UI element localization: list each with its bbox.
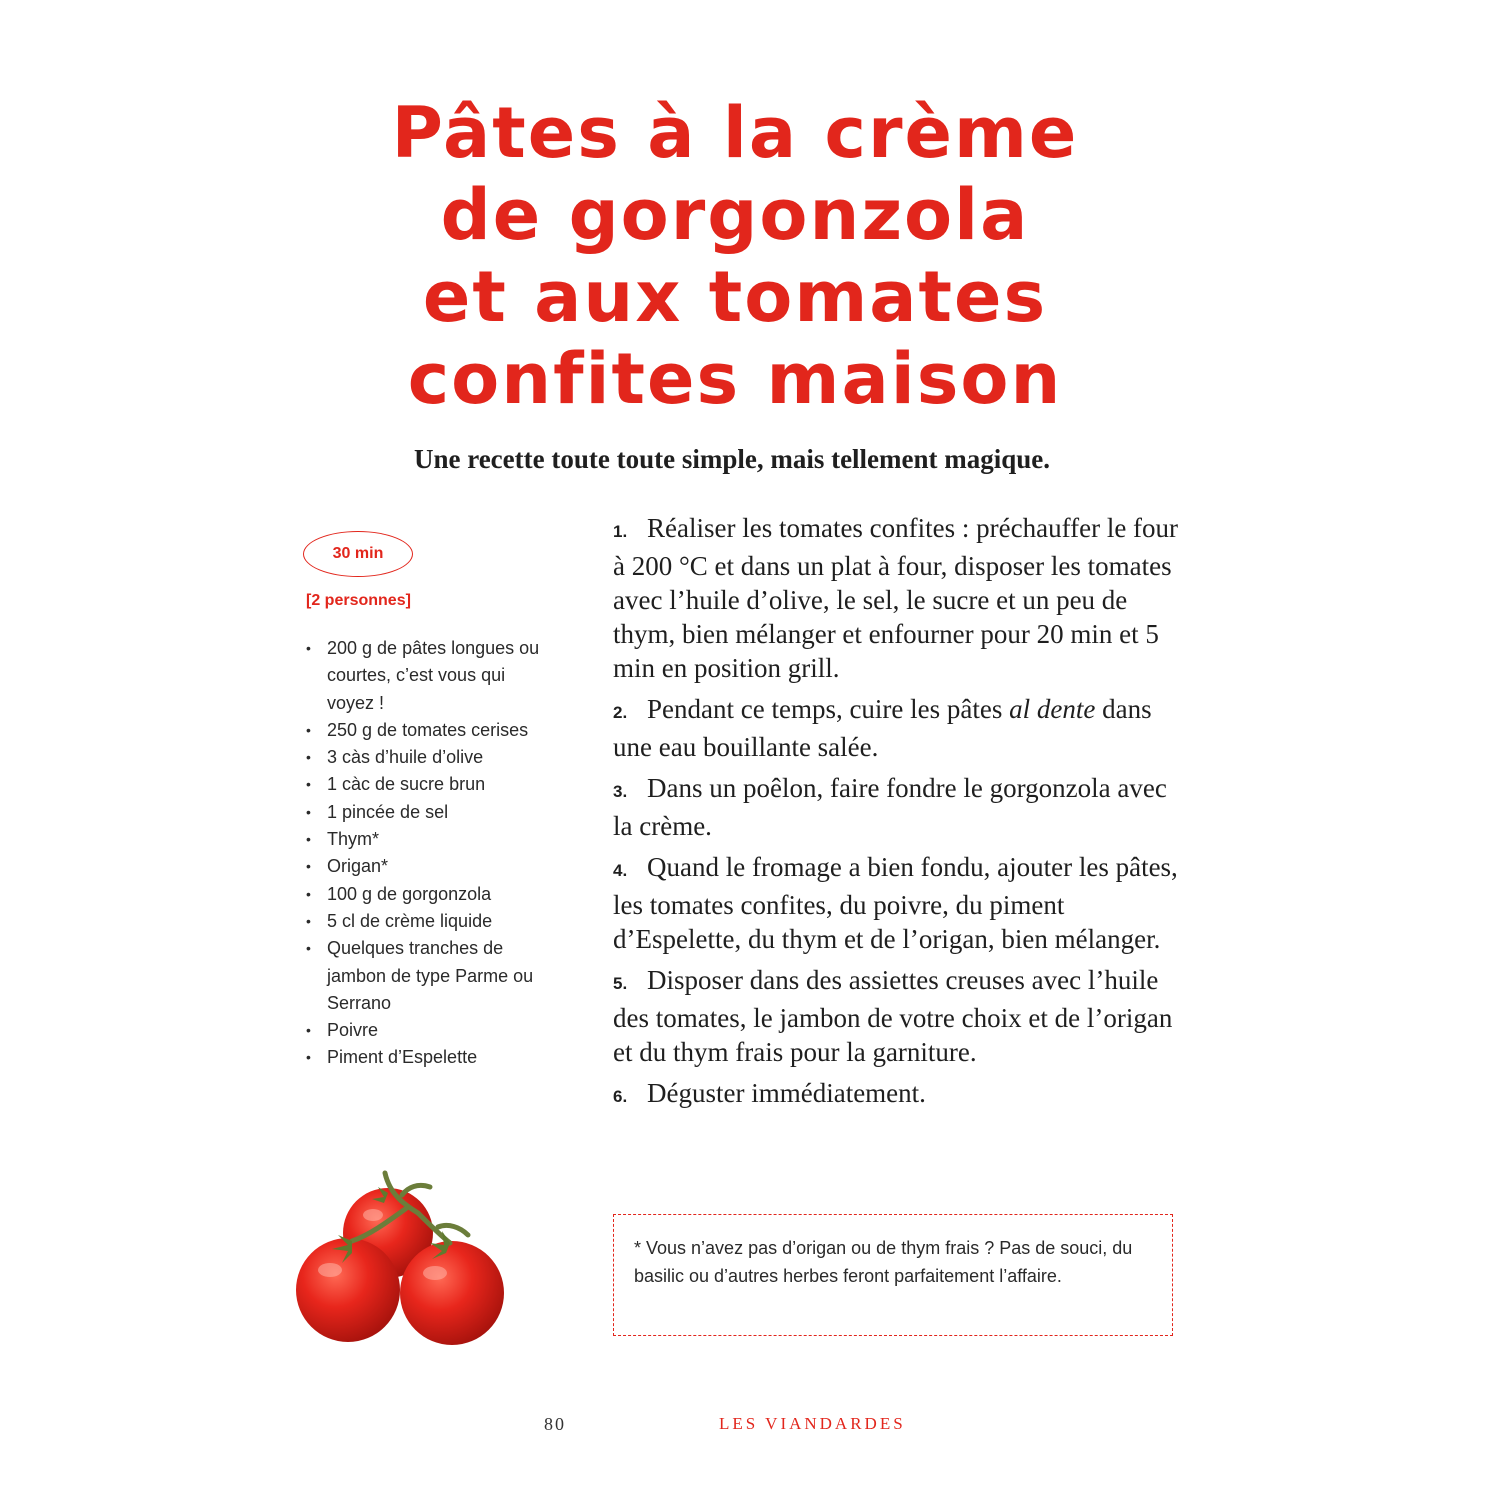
bullet-icon: •: [306, 858, 311, 875]
footnote-text: * Vous n’avez pas d’origan ou de thym frais ? Pas de souci, du basilic ou d’autres herbes feront parfaitement l’affaire.: [634, 1238, 1133, 1286]
tomato-highlight: [363, 1209, 383, 1221]
ingredient-item: • Poivre: [306, 1017, 556, 1044]
page-number: 80: [544, 1414, 566, 1434]
step-list: [613, 511, 1183, 1121]
ingredient-item: • 250 g de tomates cerises: [306, 717, 556, 744]
bullet-icon: •: [306, 1022, 311, 1039]
step-text: Disposer dans des assiettes creuses avec l’huile des tomates, le jambon de votre choix et de l’origan et du thym frais pour la garniture.: [613, 965, 1173, 1067]
servings-label: [2 personnes]: [306, 592, 411, 609]
step-number: 5.: [613, 974, 628, 993]
bullet-icon: •: [306, 776, 311, 793]
step-number: 4.: [613, 861, 628, 880]
ingredient-item: • Thym*: [306, 826, 556, 853]
bullet-icon: •: [306, 831, 311, 848]
title-line: confites maison: [407, 338, 1063, 420]
recipe-subtitle: Une recette toute toute simple, mais tellement magique.: [413, 444, 1051, 474]
prep-time-label: 30 min: [332, 545, 384, 562]
recipe-title: [330, 92, 1140, 420]
tomato-highlight: [423, 1266, 447, 1280]
step-item: [613, 692, 1183, 764]
step-number: 2.: [613, 703, 628, 722]
ingredient-item: • 200 g de pâtes longues ou courtes, c’est vous qui voyez !: [306, 635, 556, 717]
step-text: Quand le fromage a bien fondu, ajouter les pâtes, les tomates confites, du poivre, du piment d’Espelette, du thym et de l’origan, bien mélanger.: [613, 852, 1178, 954]
ingredient-item: • Quelques tranches de jambon de type Parme ou Serrano: [306, 935, 556, 1017]
step-text: Dans un poêlon, faire fondre le gorgonzola avec la crème.: [613, 773, 1167, 841]
bullet-icon: •: [306, 912, 311, 929]
step-text-italic: al dente: [1009, 694, 1096, 724]
bullet-icon: •: [306, 803, 311, 820]
tomato-highlight: [318, 1263, 342, 1277]
ingredient-item: • Origan*: [306, 853, 556, 880]
ingredient-item: • 1 pincée de sel: [306, 799, 556, 826]
bullet-icon: •: [306, 1049, 311, 1066]
step-number: 6.: [613, 1087, 628, 1106]
step-number: 3.: [613, 782, 628, 801]
step-item: [613, 1076, 1183, 1114]
ingredient-item: • 3 càs d’huile d’olive: [306, 744, 556, 771]
step-text: Déguster immédiatement.: [647, 1078, 926, 1108]
book-brand: LES VIANDARDES: [719, 1414, 906, 1433]
prep-time-badge: [303, 531, 413, 577]
step-text: Réaliser les tomates confites : préchauffer le four à 200 °C et dans un plat à four, disposer les tomates avec l’huile d’olive, le sel, le sucre et un peu de thym, bien mélanger et enfourner pour 20 min et 5 min en position grill.: [613, 513, 1179, 683]
title-line: Pâtes à la crème: [391, 92, 1079, 174]
bullet-icon: •: [306, 940, 311, 957]
step-text: Pendant ce temps, cuire les pâtes: [647, 694, 1010, 724]
step-item: [613, 850, 1183, 956]
step-item: [613, 963, 1183, 1069]
step-item: [613, 771, 1183, 843]
ingredient-item: • 1 càc de sucre brun: [306, 771, 556, 798]
step-item: [613, 511, 1183, 685]
tomatoes-illustration: [290, 1165, 520, 1350]
bullet-icon: •: [306, 721, 311, 738]
ingredient-item: • 5 cl de crème liquide: [306, 908, 556, 935]
ingredient-item: • 100 g de gorgonzola: [306, 881, 556, 908]
bullet-icon: •: [306, 640, 311, 656]
footnote-box: [613, 1214, 1173, 1336]
bullet-icon: •: [306, 885, 311, 902]
step-text: dans une eau bouillante salée.: [613, 694, 1152, 762]
ingredient-list: [306, 635, 556, 1072]
tomato-shape: [400, 1241, 504, 1345]
step-number: 1.: [613, 522, 628, 541]
title-line: de gorgonzola: [440, 174, 1030, 256]
title-line: et aux tomates: [422, 256, 1048, 338]
bullet-icon: •: [306, 749, 311, 766]
ingredient-item: • Piment d’Espelette: [306, 1044, 556, 1071]
